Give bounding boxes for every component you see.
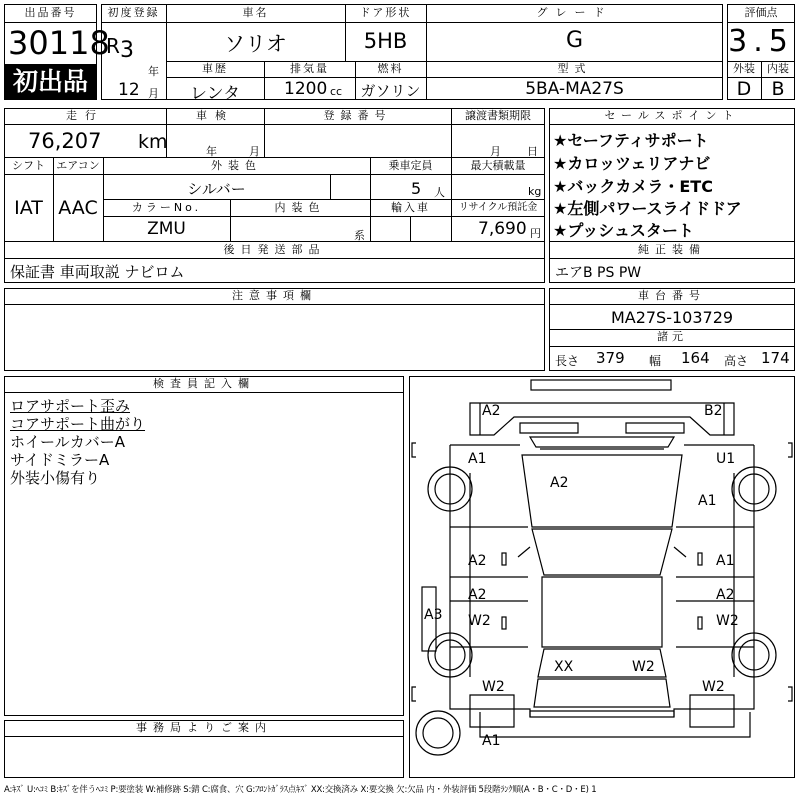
capacity-unit: 人 [434,186,445,199]
mark-hood: A2 [550,475,569,491]
inspector-note: 外装小傷有り [10,469,101,487]
inspection-label: 車検 [196,109,234,122]
later-parts-label: 後日発送部品 [223,243,326,256]
length: 379 [596,349,625,367]
name-label: 車名 [242,6,269,19]
mark-right-front-fender: A1 [698,493,717,509]
height: 174 [761,349,790,367]
int-color-unit: 系 [354,229,365,242]
mark-rear-right: W2 [632,659,655,675]
sales-point: ★左側パワースライドドア [553,199,742,218]
sales-point: ★プッシュスタート [553,221,694,240]
shift: IAT [14,197,43,219]
aircon: AAC [58,197,98,219]
inspector-note: サイドミラーA [10,451,110,469]
mark-right-front-door: A1 [716,553,735,569]
history: レンタ [190,84,240,104]
mark-right-front-fender-upper: U1 [716,451,736,467]
transfer-label: 譲渡書類期限 [465,109,531,122]
width: 164 [681,349,710,367]
width-label: 幅 [649,354,662,368]
chassis-label: 車台番号 [638,289,706,302]
inspector-note: コアサポート曲がり [10,415,146,433]
mark-front-left-corner: A2 [482,403,501,419]
month-unit: 月 [148,87,159,100]
fuel: ガソリン [360,82,421,100]
car-name: ソリオ [224,32,287,56]
mark-left-rear-door-2: W2 [468,613,491,629]
model: 5BA-MA27S [525,79,624,99]
grade: G [565,28,584,53]
inspector-label: 検査員記入欄 [153,377,255,390]
mark-rear-left-glass: XX [554,659,574,675]
ext-color: シルバー [187,180,246,198]
inspector-note: ホイールカバーA [10,433,125,451]
ext-color-label: 外装色 [211,159,262,172]
transfer-month-unit: 月 [490,145,501,158]
maxload-label: 最大積載量 [470,159,526,172]
maxload-unit: kg [528,185,542,198]
damage-diagram [409,376,795,778]
later-parts-items: 保証書 車両取説 ナビロム [10,263,185,281]
model-label: 型式 [557,62,592,75]
mileage-unit: km [138,131,168,153]
era: R [106,34,120,58]
int-grade: B [771,78,785,100]
disp-unit: cc [330,85,343,98]
lot-label: 出品番号 [24,6,77,19]
import-label: 輸入車 [391,201,430,214]
chassis-number: MA27S-103729 [610,308,734,327]
int-color-label: 内装色 [274,201,326,214]
ext-label: 外装 [733,62,755,75]
capacity-label: 乗車定員 [388,159,433,172]
fuel-label: 燃料 [377,62,404,75]
year-unit: 年 [148,65,159,78]
transfer-day-unit: 日 [527,145,538,158]
door-type: 5HB [363,29,408,53]
ext-grade: D [736,78,752,100]
mark-right-rear-door-2: W2 [716,613,739,629]
capacity: 5 [411,179,422,198]
insp-month-unit: 月 [249,145,260,158]
door-label: ドア形状 [359,6,412,19]
height-label: 高さ [724,354,749,368]
mark-left-rocker: A3 [424,607,443,623]
equip-label: 純正装備 [638,243,706,256]
aircon-label: エアコン [56,159,100,172]
mark-right-rear-quarter: W2 [702,679,725,695]
reg-month: 12 [118,80,140,100]
mark-spare-area: A1 [482,733,501,749]
inspector-note: ロアサポート歪み [10,397,131,415]
legend: A:ｷｽﾞ U:ﾍｺﾐ B:ｷｽﾞを伴うﾍｺﾐ P:要塗装 W:補修跡 S:錆 C:腐食、穴 G:ﾌﾛﾝﾄｶﾞﾗｽ点ｷｽﾞ XX:交換済み X:要交換 欠:欠品 内・外装評価 5段階ﾗﾝｸ順(A・B・C・D・E) 1 [4,785,597,795]
regno-label: 登録番号 [323,109,392,122]
int-label: 内装 [767,62,789,75]
length-label: 長さ [555,354,580,368]
sales-point: ★カロッツェリアナビ [553,154,711,173]
recycle-amount: 7,690 [478,219,527,239]
history-label: 車歴 [202,62,228,75]
mark-left-rear-door: A2 [468,587,487,603]
equipment: エアB PS PW [555,265,642,281]
sales-point: ★セーフティサポート [553,131,709,150]
reg-year: 3 [120,38,134,63]
grade-label: グレード [536,6,613,19]
sales-point: ★バックカメラ・ETC [553,177,713,196]
shift-label: シフト [12,159,45,172]
displacement: 1200 [284,79,328,99]
lot-number: 30118 [8,24,110,62]
recycle-unit: 円 [530,227,541,240]
recycle-label: リサイクル預託金 [458,202,538,213]
mileage: 76,207 [28,129,102,153]
mark-left-front-door: A2 [468,553,487,569]
score: 3.5 [728,24,794,59]
mark-left-rear-quarter: W2 [482,679,505,695]
insp-year-unit: 年 [206,145,217,158]
notes-label: 注意事項欄 [232,289,317,302]
disp-label: 排気量 [290,62,329,75]
mileage-label: 走行 [66,109,104,122]
first-listing-badge: 初出品 [5,64,96,99]
score-label: 評価点 [744,6,778,19]
office-label: 事務局よりご案内 [136,721,272,734]
color-no: ZMU [147,219,186,239]
reg-label: 初度登録 [107,6,160,19]
mark-right-rear-door: A2 [716,587,735,603]
colorno-label: カラーNo. [131,201,202,214]
mark-left-front-fender: A1 [468,451,487,467]
dims-label: 諸元 [657,330,687,343]
mark-front-right-corner: B2 [704,403,723,419]
sales-label: セールスポイント [604,109,740,122]
